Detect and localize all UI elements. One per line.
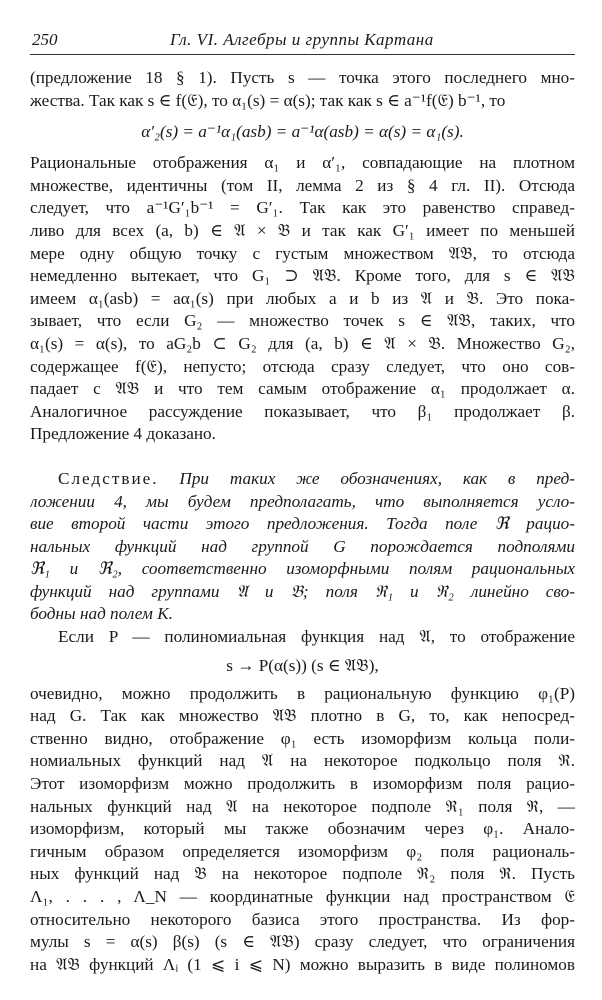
- text-line: (предложение 18 § 1). Пусть s — точка этого последнего мно-: [30, 68, 575, 87]
- text-line: на 𝔄𝔅 функций Λᵢ (1 ⩽ i ⩽ N) можно выразить в виде полиномов: [30, 954, 575, 974]
- paragraph-4: [30, 683, 575, 977]
- paragraph-2: [30, 152, 575, 446]
- text-line: ных функций над 𝔅 на некоторое подполе ℜ₂ поля ℜ. Пусть: [30, 864, 575, 884]
- text-line: над G. Так как множество 𝔄𝔅 плотно в G, то, как непосред-: [30, 706, 575, 726]
- text-line: ℜ₁ и ℜ₂, соответственно изоморфными полям рациональных: [30, 559, 575, 579]
- text-line: Аналогичное рассуждение показывает, что β₁ продолжает β.: [30, 401, 575, 421]
- text-line: Λ₁, . . . , Λ_N — координатные функции над пространством 𝔈: [30, 887, 575, 906]
- running-header: [30, 30, 575, 55]
- text-line: функций над группами 𝔄 и 𝔅; поля ℜ₁ и ℜ₂ линейно сво-: [30, 581, 575, 601]
- display-formula-2: s → P(α(s)) (s ∈ 𝔄𝔅),: [226, 655, 379, 675]
- text-line: имеем α₁(asb) = aα₁(s) при любых a и b из 𝔄 и 𝔅. Это пока-: [30, 288, 575, 308]
- text-line: Если P — полиномиальная функция над 𝔄, то отображение: [58, 627, 575, 647]
- text-line: относительно некоторого базиса этого пространства. Из фор-: [30, 909, 575, 929]
- text-line: следует, что a⁻¹G′₁b⁻¹ = G′₁. Так как это равенство справед-: [30, 198, 575, 218]
- text-line: вие второй части этого предложения. Тогда поле ℜ рацио-: [30, 514, 575, 534]
- text-line: номиальных функций над 𝔄 на некоторое подкольцо поля ℜ.: [30, 751, 575, 771]
- text-line: α₁(s) = α(s), то aG₂b ⊂ G₂ для (a, b) ∈ 𝔄 × 𝔅. Множество G₂,: [30, 333, 575, 353]
- page: [30, 30, 575, 976]
- corollary-label: Следствие.: [58, 468, 159, 488]
- text-line: Этот изоморфизм можно продолжить в изоморфизм поля рацио-: [30, 774, 575, 794]
- corollary: [30, 468, 575, 626]
- corollary-text: При таких же обозначениях, как в пред-: [179, 468, 575, 488]
- text-line: мере одну общую точку с густым множеством 𝔄𝔅, то отсюда: [30, 243, 575, 263]
- text-line: нальных функций над 𝔄 на некоторое подполе ℜ₁ поля ℜ, —: [30, 796, 575, 816]
- text-line: мулы s = α(s) β(s) (s ∈ 𝔄𝔅) сразу следует, что ограничения: [30, 932, 575, 952]
- text-line: очевидно, можно продолжить в рациональную функцию φ₁(P): [30, 683, 575, 703]
- running-title: Гл. VI. Алгебры и группы Картана: [170, 30, 434, 49]
- text-line: Рациональные отображения α₁ и α′₁, совпадающие на плотном: [30, 153, 575, 173]
- text-line: зывает, что если G₂ — множество точек s ∈ 𝔄𝔅, таких, что: [30, 311, 575, 331]
- text-line: изоморфизм, который мы также обозначим через φ₁. Аналo-: [30, 819, 575, 839]
- text-line: нальных функций над группой G порождается подполями: [30, 536, 575, 556]
- text-line: гичным образом определяется изоморфизм φ₂ поля рациональ-: [30, 841, 575, 861]
- text-line: ливо для всех (a, b) ∈ 𝔄 × 𝔅 и так как G′₁ имеет по меньшей: [30, 220, 575, 240]
- paragraph-1: [30, 67, 575, 112]
- text-line: ложении 4, мы будем предполагать, что выполняется усло-: [30, 491, 575, 511]
- text-line: жества. Так как s ∈ f(𝔈), то α₁(s) = α(s); так как s ∈ a⁻¹f(𝔈) b⁻¹, то: [30, 90, 506, 110]
- text-line: ственно видно, отображение φ₁ есть изоморфизм кольца поли-: [30, 728, 575, 748]
- page-number: 250: [32, 30, 58, 49]
- text-line: Предложение 4 доказано.: [30, 424, 216, 444]
- text-line: немедленно вытекает, что G₁ ⊃ 𝔄𝔅. Кроме того, для s ∈ 𝔄𝔅: [30, 266, 575, 286]
- text-line: падает с 𝔄𝔅 и что тем самым отображение α₁ продолжает α.: [30, 379, 575, 399]
- page-body: [30, 67, 575, 976]
- display-formula-1: α′₂(s) = a⁻¹α₁(asb) = a⁻¹α(asb) = α(s) = α₁(s).: [141, 122, 464, 142]
- text-line: бодны над полем K.: [30, 604, 173, 624]
- text-line: содержащее f(𝔈), непусто; отсюда сразу следует, что оно сов-: [30, 356, 575, 376]
- text-line: [30, 468, 575, 491]
- text-line: множестве, идентичны (том II, лемма 2 из § 4 гл. II). Отсюда: [30, 175, 575, 195]
